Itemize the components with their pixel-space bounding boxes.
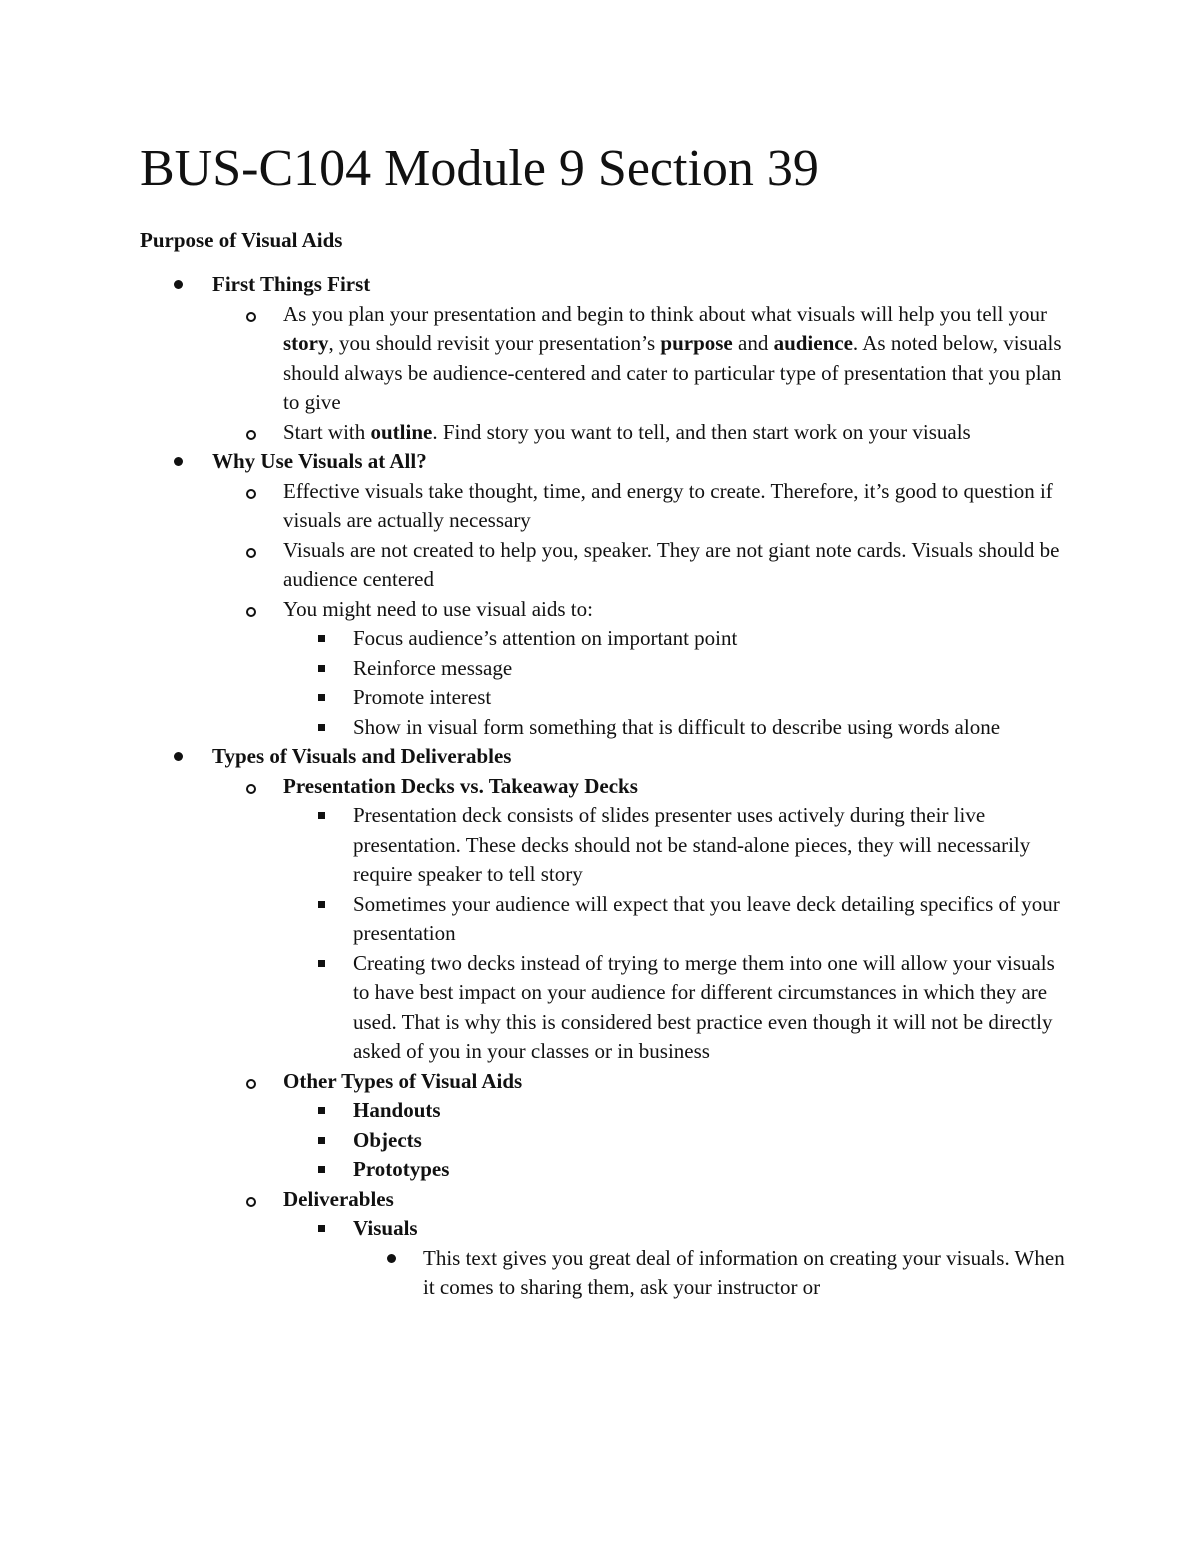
outline-item: Show in visual form something that is difficult to describe using words alone <box>353 714 1001 739</box>
outline-item: As you plan your presentation and begin to think about what visuals will help you tell your story, you should revisit your presentation’s purpose and audience. As noted below, visuals should always be audience-centered and cater to particular type of presentation that you plan to give <box>283 301 1062 414</box>
outline-item: Presentation Decks vs. Takeaway Decks <box>283 773 638 798</box>
outline-item: Prototypes <box>353 1157 450 1181</box>
outline-item: Why Use Visuals at All? <box>212 449 427 473</box>
outline-item: Focus audience’s attention on important point <box>353 626 738 650</box>
outline-item: Promote interest <box>353 685 492 709</box>
outline-item: Effective visuals take thought, time, and energy to create. Therefore, it’s good to question if visuals are actually necessary <box>283 478 1053 532</box>
outline-item: Deliverables <box>283 1186 394 1211</box>
outline-item: Start with outline. Find story you want to tell, and then start work on your visuals <box>283 419 971 444</box>
outline-item: Visuals are not created to help you, speaker. They are not giant note cards. Visuals should be audience centered <box>283 537 1060 591</box>
outline-item: First Things First <box>212 272 371 296</box>
page-title: BUS-C104 Module 9 Section 39 <box>140 140 819 197</box>
outline-item: Visuals <box>353 1216 418 1240</box>
outline-item: Types of Visuals and Deliverables <box>212 744 512 768</box>
outline-item: Reinforce message <box>353 655 513 680</box>
outline-item: Handouts <box>353 1098 441 1122</box>
outline-item: Sometimes your audience will expect that you leave deck detailing specifics of your presentation <box>353 891 1060 945</box>
section-heading: Purpose of Visual Aids <box>140 228 343 252</box>
outline-item: Presentation deck consists of slides presenter uses actively during their live presentation. These decks should not be stand-alone pieces, they will necessarily require speaker to tell story <box>353 803 1031 886</box>
outline-item: You might need to use visual aids to: <box>283 596 593 621</box>
outline-item: Objects <box>353 1127 422 1152</box>
outline-item: Other Types of Visual Aids <box>283 1068 523 1093</box>
outline-item: This text gives you great deal of information on creating your visuals. When it comes to sharing them, ask your instructor or <box>423 1245 1065 1299</box>
outline-content <box>140 270 1070 1303</box>
outline-item: Creating two decks instead of trying to merge them into one will allow your visuals to have best impact on your audience for different circumstances in which they are used. That is why this is considered best practice even though it will not be directly asked of you in your classes or in business <box>353 950 1055 1063</box>
